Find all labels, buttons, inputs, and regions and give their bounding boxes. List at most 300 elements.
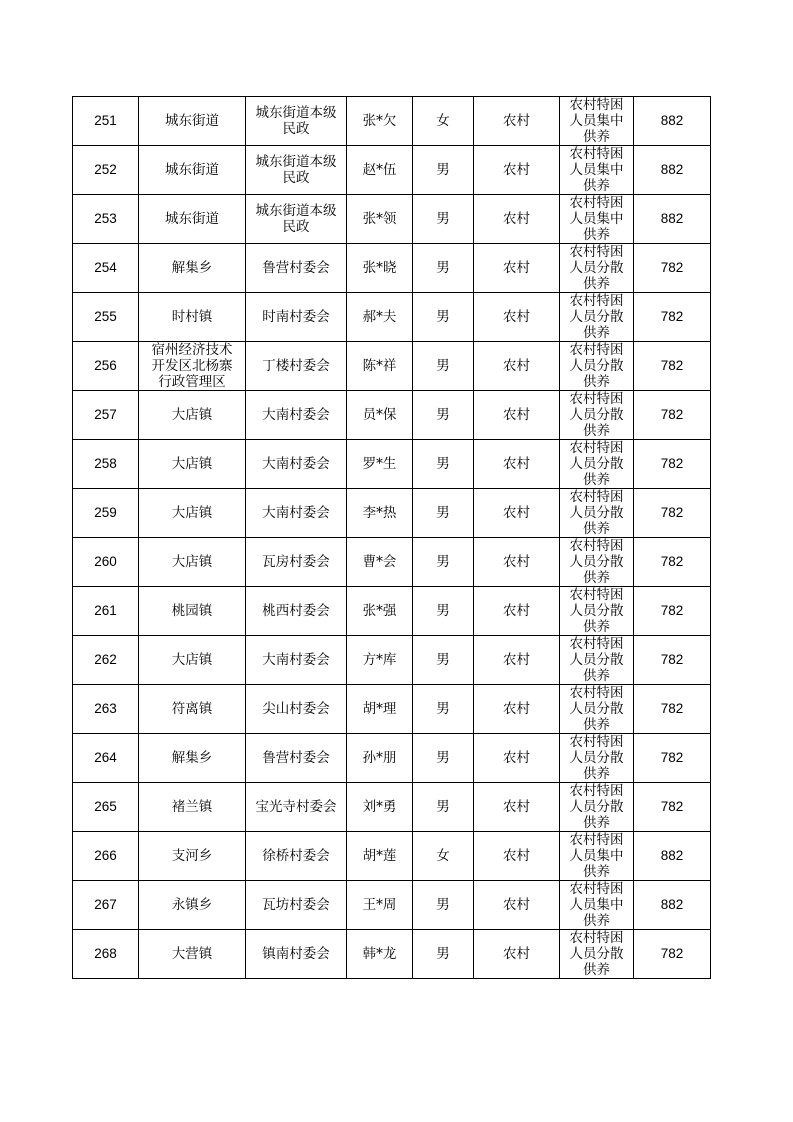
cell-support-type <box>560 832 634 881</box>
cell-area-type <box>474 146 560 195</box>
cell-support-type-text: 农村特困人员分散供养 <box>569 783 624 831</box>
table-row <box>73 146 711 195</box>
cell-gender <box>413 440 474 489</box>
cell-serial-number <box>73 97 139 146</box>
cell-support-type-text: 农村特困人员分散供养 <box>569 587 624 635</box>
cell-town <box>139 489 246 538</box>
cell-village-text: 镇南村委会 <box>262 946 330 962</box>
cell-village <box>246 881 347 930</box>
cell-serial-number-text: 267 <box>94 897 117 912</box>
table-row <box>73 636 711 685</box>
cell-area-type-text: 农村 <box>503 554 530 570</box>
cell-support-type-text: 农村特困人员分散供养 <box>569 489 624 537</box>
cell-village-text: 尖山村委会 <box>262 701 330 717</box>
cell-area-type-text: 农村 <box>503 358 530 374</box>
cell-town-text: 时村镇 <box>171 309 213 325</box>
cell-person-name-text: 韩*龙 <box>362 946 397 962</box>
cell-person-name-text: 刘*勇 <box>362 799 397 815</box>
cell-gender <box>413 881 474 930</box>
cell-gender <box>413 97 474 146</box>
cell-area-type <box>474 342 560 391</box>
cell-area-type-text: 农村 <box>503 456 530 472</box>
cell-town <box>139 440 246 489</box>
cell-amount <box>634 97 711 146</box>
cell-amount <box>634 783 711 832</box>
cell-area-type-text: 农村 <box>503 505 530 521</box>
cell-area-type-text: 农村 <box>503 260 530 276</box>
cell-village-text: 城东街道本级民政 <box>255 203 337 235</box>
table-row <box>73 538 711 587</box>
cell-serial-number <box>73 146 139 195</box>
cell-gender <box>413 538 474 587</box>
cell-village-text: 城东街道本级民政 <box>255 154 337 186</box>
cell-person-name <box>347 685 413 734</box>
cell-amount-text: 782 <box>660 799 684 814</box>
cell-area-type <box>474 783 560 832</box>
cell-amount <box>634 244 711 293</box>
table-row <box>73 342 711 391</box>
cell-person-name-text: 张*欠 <box>362 113 397 129</box>
cell-serial-number-text: 264 <box>94 750 117 765</box>
cell-area-type <box>474 881 560 930</box>
cell-serial-number <box>73 881 139 930</box>
cell-gender-text: 男 <box>436 309 450 325</box>
cell-person-name <box>347 97 413 146</box>
cell-amount <box>634 832 711 881</box>
table-row <box>73 783 711 832</box>
cell-area-type-text: 农村 <box>503 603 530 619</box>
table-row <box>73 195 711 244</box>
table-row <box>73 440 711 489</box>
cell-village <box>246 146 347 195</box>
cell-amount-text: 782 <box>660 407 684 422</box>
cell-support-type-text: 农村特困人员集中供养 <box>569 832 624 880</box>
cell-area-type-text: 农村 <box>503 848 530 864</box>
cell-serial-number-text: 266 <box>94 848 117 863</box>
cell-area-type <box>474 440 560 489</box>
cell-gender <box>413 342 474 391</box>
cell-serial-number-text: 258 <box>94 456 117 471</box>
table-row <box>73 244 711 293</box>
cell-gender <box>413 146 474 195</box>
cell-serial-number <box>73 587 139 636</box>
cell-person-name-text: 李*热 <box>362 505 397 521</box>
cell-area-type-text: 农村 <box>503 652 530 668</box>
cell-village-text: 桃西村委会 <box>262 603 330 619</box>
cell-town-text: 大店镇 <box>171 505 213 521</box>
table-body <box>73 97 711 979</box>
cell-gender-text: 男 <box>436 260 450 276</box>
cell-area-type-text: 农村 <box>503 701 530 717</box>
cell-serial-number <box>73 930 139 979</box>
cell-person-name <box>347 783 413 832</box>
cell-gender-text: 男 <box>436 946 450 962</box>
cell-support-type <box>560 636 634 685</box>
cell-area-type-text: 农村 <box>503 897 530 913</box>
table-row <box>73 930 711 979</box>
cell-area-type <box>474 734 560 783</box>
cell-support-type-text: 农村特困人员分散供养 <box>569 293 624 341</box>
cell-serial-number <box>73 391 139 440</box>
cell-gender-text: 男 <box>436 505 450 521</box>
cell-area-type <box>474 489 560 538</box>
cell-amount-text: 782 <box>660 260 684 275</box>
cell-town <box>139 587 246 636</box>
cell-gender-text: 男 <box>436 162 450 178</box>
cell-town <box>139 832 246 881</box>
records-table <box>72 96 711 979</box>
cell-person-name-text: 方*库 <box>362 652 397 668</box>
cell-support-type <box>560 783 634 832</box>
cell-amount-text: 782 <box>660 456 684 471</box>
cell-person-name-text: 郝*夫 <box>362 309 397 325</box>
cell-gender <box>413 489 474 538</box>
cell-town-text: 支河乡 <box>171 848 213 864</box>
cell-support-type <box>560 342 634 391</box>
cell-support-type-text: 农村特困人员集中供养 <box>569 97 624 145</box>
cell-support-type <box>560 146 634 195</box>
cell-area-type-text: 农村 <box>503 799 530 815</box>
cell-area-type <box>474 538 560 587</box>
cell-person-name <box>347 244 413 293</box>
cell-amount <box>634 587 711 636</box>
cell-serial-number <box>73 440 139 489</box>
cell-serial-number <box>73 734 139 783</box>
cell-area-type-text: 农村 <box>503 162 530 178</box>
table-row <box>73 587 711 636</box>
cell-gender <box>413 391 474 440</box>
cell-amount <box>634 391 711 440</box>
cell-support-type <box>560 685 634 734</box>
cell-area-type <box>474 195 560 244</box>
cell-serial-number-text: 251 <box>94 113 117 128</box>
cell-village-text: 鲁营村委会 <box>262 750 330 766</box>
cell-support-type <box>560 97 634 146</box>
cell-gender-text: 男 <box>436 456 450 472</box>
cell-support-type <box>560 244 634 293</box>
cell-support-type <box>560 881 634 930</box>
cell-amount <box>634 195 711 244</box>
cell-town <box>139 244 246 293</box>
cell-person-name-text: 员*保 <box>362 407 397 423</box>
cell-town-text: 宿州经济技术开发区北杨寨行政管理区 <box>151 342 233 390</box>
cell-serial-number <box>73 538 139 587</box>
cell-area-type-text: 农村 <box>503 113 530 129</box>
cell-village-text: 瓦房村委会 <box>262 554 330 570</box>
cell-gender-text: 男 <box>436 211 450 227</box>
table-row <box>73 832 711 881</box>
cell-town <box>139 146 246 195</box>
cell-gender-text: 男 <box>436 603 450 619</box>
cell-gender-text: 男 <box>436 358 450 374</box>
cell-support-type-text: 农村特困人员分散供养 <box>569 391 624 439</box>
cell-person-name <box>347 881 413 930</box>
cell-village-text: 鲁营村委会 <box>262 260 330 276</box>
cell-serial-number-text: 260 <box>94 554 117 569</box>
cell-serial-number <box>73 685 139 734</box>
cell-gender-text: 男 <box>436 897 450 913</box>
cell-gender-text: 男 <box>436 799 450 815</box>
cell-amount-text: 782 <box>660 652 684 667</box>
cell-village <box>246 685 347 734</box>
cell-serial-number <box>73 244 139 293</box>
cell-gender <box>413 636 474 685</box>
cell-person-name <box>347 832 413 881</box>
cell-amount <box>634 685 711 734</box>
cell-amount <box>634 930 711 979</box>
cell-town <box>139 538 246 587</box>
cell-area-type-text: 农村 <box>503 309 530 325</box>
cell-support-type <box>560 440 634 489</box>
cell-person-name-text: 赵*伍 <box>362 162 397 178</box>
cell-village-text: 宝光寺村委会 <box>255 799 337 815</box>
cell-town-text: 符离镇 <box>171 701 213 717</box>
cell-support-type-text: 农村特困人员分散供养 <box>569 440 624 488</box>
cell-gender-text: 男 <box>436 554 450 570</box>
cell-amount <box>634 146 711 195</box>
cell-serial-number-text: 255 <box>94 309 117 324</box>
cell-support-type <box>560 391 634 440</box>
cell-serial-number-text: 252 <box>94 162 117 177</box>
cell-area-type-text: 农村 <box>503 750 530 766</box>
cell-amount-text: 782 <box>660 309 684 324</box>
cell-serial-number-text: 268 <box>94 946 117 961</box>
cell-town <box>139 342 246 391</box>
cell-amount-text: 882 <box>660 897 684 912</box>
cell-amount-text: 782 <box>660 946 684 961</box>
cell-person-name-text: 罗*生 <box>362 456 397 472</box>
cell-person-name-text: 胡*莲 <box>362 848 397 864</box>
cell-person-name <box>347 195 413 244</box>
cell-town-text: 褚兰镇 <box>171 799 213 815</box>
cell-amount <box>634 342 711 391</box>
cell-town <box>139 391 246 440</box>
cell-village <box>246 293 347 342</box>
cell-village <box>246 489 347 538</box>
cell-serial-number-text: 263 <box>94 701 117 716</box>
cell-serial-number-text: 262 <box>94 652 117 667</box>
cell-amount <box>634 538 711 587</box>
cell-gender <box>413 734 474 783</box>
cell-area-type <box>474 930 560 979</box>
cell-person-name-text: 孙*朋 <box>362 750 397 766</box>
cell-town <box>139 636 246 685</box>
cell-person-name-text: 张*强 <box>362 603 397 619</box>
cell-gender <box>413 244 474 293</box>
cell-amount-text: 882 <box>660 162 684 177</box>
cell-support-type-text: 农村特困人员集中供养 <box>569 146 624 194</box>
cell-person-name <box>347 146 413 195</box>
cell-amount-text: 882 <box>660 848 684 863</box>
cell-amount <box>634 734 711 783</box>
cell-gender <box>413 832 474 881</box>
cell-serial-number <box>73 195 139 244</box>
cell-support-type-text: 农村特困人员分散供养 <box>569 930 624 978</box>
cell-person-name-text: 张*晓 <box>362 260 397 276</box>
cell-support-type <box>560 538 634 587</box>
cell-amount-text: 882 <box>660 113 684 128</box>
cell-support-type <box>560 930 634 979</box>
cell-area-type-text: 农村 <box>503 946 530 962</box>
cell-gender-text: 男 <box>436 701 450 717</box>
cell-village-text: 大南村委会 <box>262 456 330 472</box>
cell-village-text: 瓦坊村委会 <box>262 897 330 913</box>
cell-area-type <box>474 587 560 636</box>
cell-town-text: 城东街道 <box>165 113 219 129</box>
cell-serial-number-text: 254 <box>94 260 117 275</box>
cell-serial-number <box>73 636 139 685</box>
cell-person-name-text: 王*周 <box>362 897 397 913</box>
cell-village-text: 丁楼村委会 <box>262 358 330 374</box>
cell-gender <box>413 587 474 636</box>
cell-support-type-text: 农村特困人员分散供养 <box>569 636 624 684</box>
cell-person-name-text: 张*领 <box>362 211 397 227</box>
cell-area-type <box>474 685 560 734</box>
cell-town <box>139 783 246 832</box>
cell-town-text: 城东街道 <box>165 211 219 227</box>
cell-amount-text: 782 <box>660 603 684 618</box>
cell-serial-number-text: 265 <box>94 799 117 814</box>
cell-serial-number-text: 256 <box>94 358 117 373</box>
cell-village <box>246 538 347 587</box>
cell-town <box>139 930 246 979</box>
cell-amount-text: 782 <box>660 750 684 765</box>
cell-support-type-text: 农村特困人员分散供养 <box>569 734 624 782</box>
cell-town <box>139 293 246 342</box>
cell-town-text: 城东街道 <box>165 162 219 178</box>
cell-village <box>246 930 347 979</box>
cell-support-type-text: 农村特困人员集中供养 <box>569 881 624 929</box>
table-row <box>73 881 711 930</box>
cell-person-name <box>347 636 413 685</box>
cell-area-type <box>474 244 560 293</box>
cell-person-name <box>347 293 413 342</box>
cell-support-type <box>560 195 634 244</box>
cell-person-name <box>347 587 413 636</box>
cell-person-name-text: 曹*会 <box>362 554 397 570</box>
cell-amount-text: 782 <box>660 505 684 520</box>
cell-serial-number <box>73 293 139 342</box>
table-row <box>73 293 711 342</box>
cell-support-type <box>560 293 634 342</box>
cell-town-text: 大店镇 <box>171 456 213 472</box>
cell-person-name <box>347 489 413 538</box>
cell-area-type <box>474 391 560 440</box>
cell-amount-text: 782 <box>660 358 684 373</box>
cell-gender <box>413 293 474 342</box>
cell-village <box>246 342 347 391</box>
cell-area-type <box>474 293 560 342</box>
cell-amount-text: 782 <box>660 554 684 569</box>
cell-village <box>246 97 347 146</box>
cell-gender-text: 男 <box>436 652 450 668</box>
cell-town-text: 解集乡 <box>171 260 213 276</box>
cell-town-text: 大店镇 <box>171 554 213 570</box>
cell-serial-number <box>73 783 139 832</box>
cell-serial-number <box>73 342 139 391</box>
cell-area-type <box>474 832 560 881</box>
cell-town <box>139 685 246 734</box>
cell-person-name-text: 胡*理 <box>362 701 397 717</box>
table-row <box>73 391 711 440</box>
cell-person-name-text: 陈*祥 <box>362 358 397 374</box>
cell-support-type-text: 农村特困人员分散供养 <box>569 342 624 390</box>
cell-serial-number <box>73 832 139 881</box>
cell-person-name <box>347 538 413 587</box>
cell-person-name <box>347 391 413 440</box>
cell-village <box>246 734 347 783</box>
cell-amount-text: 782 <box>660 701 684 716</box>
cell-amount <box>634 489 711 538</box>
cell-town <box>139 195 246 244</box>
cell-gender <box>413 685 474 734</box>
cell-village-text: 大南村委会 <box>262 505 330 521</box>
cell-gender <box>413 930 474 979</box>
cell-support-type-text: 农村特困人员集中供养 <box>569 195 624 243</box>
cell-serial-number-text: 259 <box>94 505 117 520</box>
cell-gender-text: 男 <box>436 407 450 423</box>
cell-gender <box>413 783 474 832</box>
cell-serial-number-text: 257 <box>94 407 117 422</box>
cell-gender-text: 男 <box>436 750 450 766</box>
cell-person-name <box>347 440 413 489</box>
cell-village-text: 大南村委会 <box>262 652 330 668</box>
cell-support-type-text: 农村特困人员分散供养 <box>569 244 624 292</box>
cell-village <box>246 195 347 244</box>
cell-village <box>246 636 347 685</box>
cell-support-type-text: 农村特困人员分散供养 <box>569 685 624 733</box>
cell-serial-number-text: 253 <box>94 211 117 226</box>
cell-town-text: 解集乡 <box>171 750 213 766</box>
cell-village-text: 徐桥村委会 <box>262 848 330 864</box>
cell-village <box>246 587 347 636</box>
cell-village <box>246 783 347 832</box>
cell-village <box>246 832 347 881</box>
cell-person-name <box>347 734 413 783</box>
cell-amount <box>634 293 711 342</box>
cell-town-text: 桃园镇 <box>171 603 213 619</box>
cell-gender <box>413 195 474 244</box>
cell-support-type <box>560 734 634 783</box>
cell-amount <box>634 440 711 489</box>
cell-village-text: 时南村委会 <box>262 309 330 325</box>
cell-area-type <box>474 97 560 146</box>
table-row <box>73 97 711 146</box>
cell-area-type <box>474 636 560 685</box>
cell-village-text: 城东街道本级民政 <box>255 105 337 137</box>
cell-person-name <box>347 342 413 391</box>
cell-town-text: 大营镇 <box>171 946 213 962</box>
cell-town <box>139 881 246 930</box>
cell-village <box>246 244 347 293</box>
cell-town <box>139 734 246 783</box>
cell-amount-text: 882 <box>660 211 684 226</box>
cell-person-name <box>347 930 413 979</box>
cell-support-type-text: 农村特困人员分散供养 <box>569 538 624 586</box>
cell-serial-number-text: 261 <box>94 603 117 618</box>
cell-village-text: 大南村委会 <box>262 407 330 423</box>
cell-amount <box>634 636 711 685</box>
cell-support-type <box>560 489 634 538</box>
cell-town <box>139 97 246 146</box>
cell-serial-number <box>73 489 139 538</box>
cell-support-type <box>560 587 634 636</box>
cell-area-type-text: 农村 <box>503 407 530 423</box>
cell-town-text: 大店镇 <box>171 407 213 423</box>
cell-village <box>246 391 347 440</box>
cell-amount <box>634 881 711 930</box>
cell-gender-text: 女 <box>436 848 450 864</box>
